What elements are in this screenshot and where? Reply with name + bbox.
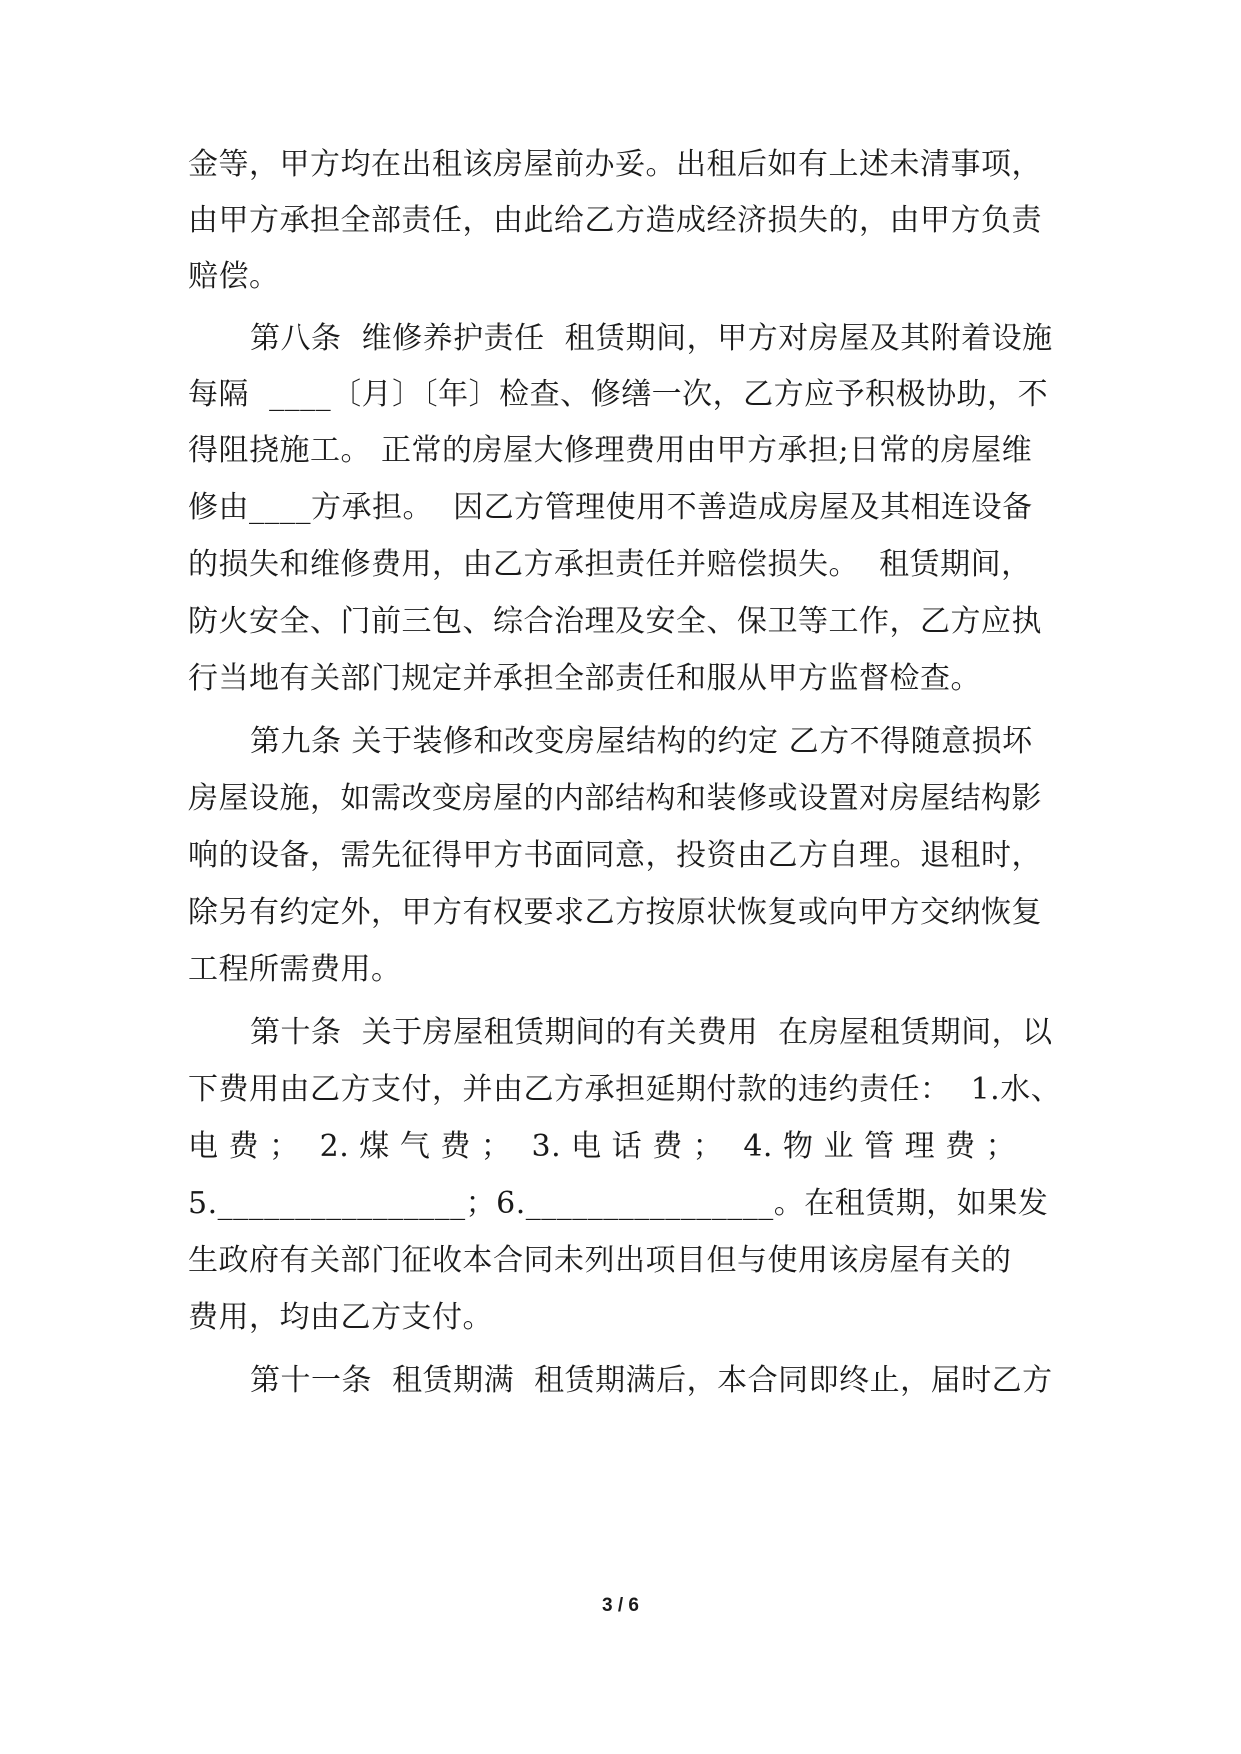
- text-line: 5.________________；6.________________。在租赁期，如果发: [188, 1186, 1049, 1221]
- clause-11-heading-line: 第十一条 租赁期满 租赁期满后，本合同即终止，届时乙方: [250, 1363, 1053, 1398]
- text-line: 金等，甲方均在出租该房屋前办妥。出租后如有上述未清事项，: [188, 147, 1042, 182]
- text-line: 修由____方承担。 因乙方管理使用不善造成房屋及其相连设备: [188, 490, 1033, 525]
- text-line: 行当地有关部门规定并承担全部责任和服从甲方监督检查。: [188, 661, 981, 696]
- text-line: 的损失和维修费用，由乙方承担责任并赔偿损失。 租赁期间，: [188, 547, 1032, 582]
- text-line: 防火安全、门前三包、综合治理及安全、保卫等工作，乙方应执: [188, 604, 1042, 639]
- text-line: 每隔 ____〔月〕〔年〕检查、修缮一次，乙方应予积极协助，不: [188, 377, 1049, 412]
- text-line: 工程所需费用。: [188, 952, 402, 987]
- text-line: 电 费 ； 2. 煤 气 费 ； 3. 电 话 费 ； 4. 物 业 管 理 费 ；: [188, 1129, 1017, 1164]
- text-line: 费用，均由乙方支付。: [188, 1300, 493, 1335]
- text-line: 得阻挠施工。 正常的房屋大修理费用由甲方承担;日常的房屋维: [188, 433, 1033, 468]
- text-line: 生政府有关部门征收本合同未列出项目但与使用该房屋有关的: [188, 1243, 1012, 1278]
- text-line: 除另有约定外，甲方有权要求乙方按原状恢复或向甲方交纳恢复: [188, 895, 1042, 930]
- page-number: 3 / 6: [602, 1595, 639, 1616]
- clause-8-heading-line: 第八条 维修养护责任 租赁期间，甲方对房屋及其附着设施: [250, 321, 1053, 356]
- text-line: 房屋设施，如需改变房屋的内部结构和装修或设置对房屋结构影: [188, 781, 1042, 816]
- clause-9-heading-line: 第九条 关于装修和改变房屋结构的约定 乙方不得随意损坏: [250, 724, 1033, 759]
- text-line: 下费用由乙方支付，并由乙方承担延期付款的违约责任： 1.水、: [188, 1072, 1062, 1107]
- clause-10-heading-line: 第十条 关于房屋租赁期间的有关费用 在房屋租赁期间，以: [250, 1015, 1053, 1050]
- text-line: 由甲方承担全部责任，由此给乙方造成经济损失的，由甲方负责: [188, 203, 1042, 238]
- text-line: 响的设备，需先征得甲方书面同意，投资由乙方自理。退租时，: [188, 838, 1042, 873]
- text-line: 赔偿。: [188, 259, 280, 294]
